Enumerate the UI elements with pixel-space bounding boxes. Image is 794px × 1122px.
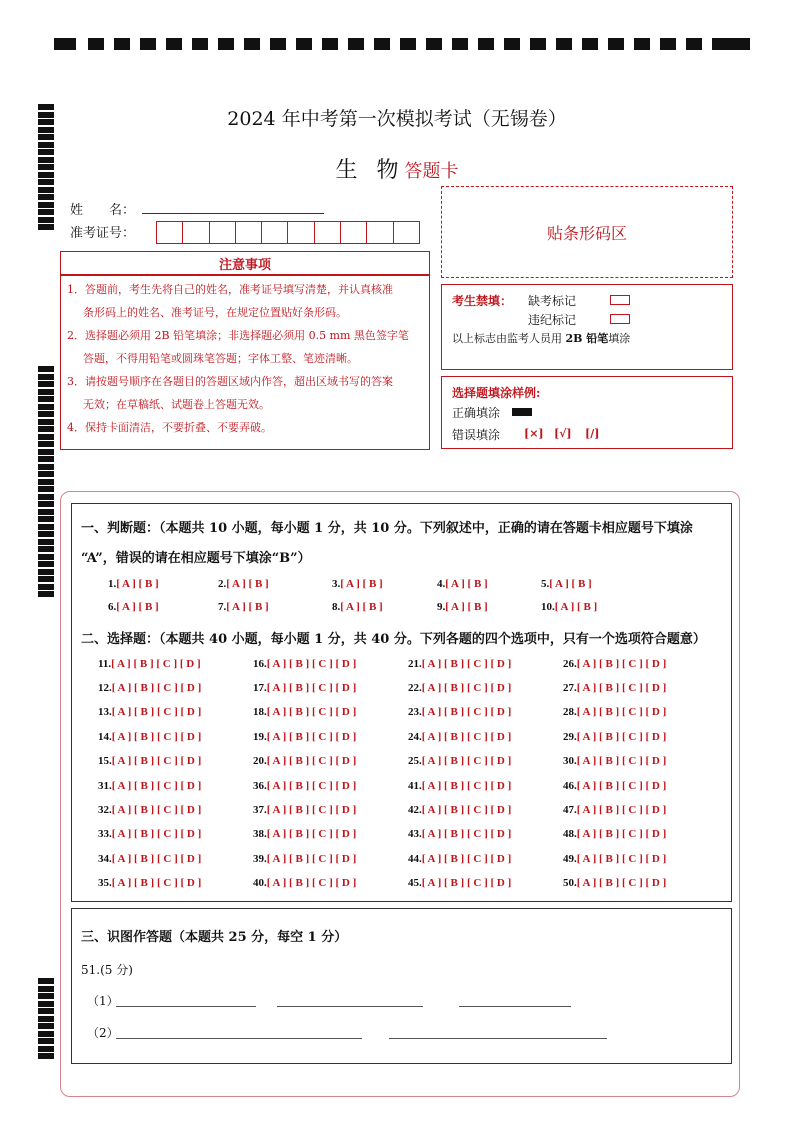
correct-fill-sample — [512, 408, 532, 416]
barcode-area[interactable] — [441, 186, 733, 278]
answer-blank[interactable] — [116, 1038, 362, 1039]
question-number: 2. — [218, 578, 227, 590]
ticket-digit-box[interactable] — [288, 222, 314, 243]
side-timing-mark — [38, 396, 54, 402]
timing-mark — [426, 38, 442, 50]
side-timing-mark — [38, 374, 54, 380]
side-timing-mark — [38, 134, 54, 140]
choice-question[interactable] — [253, 731, 356, 743]
side-timing-mark — [38, 404, 54, 410]
choice-question[interactable] — [563, 804, 666, 816]
side-timing-mark — [38, 1046, 54, 1052]
answer-options[interactable]: [ A ] [ B ] [ C ] [ D ] — [266, 682, 357, 695]
question-number: 36. — [253, 780, 267, 792]
answer-blank[interactable] — [389, 1038, 607, 1039]
question-number: 1. — [108, 578, 117, 590]
judgement-question[interactable] — [541, 601, 597, 613]
answer-options[interactable]: [ A ] [ B ] [ C ] [ D ] — [111, 682, 202, 695]
question-number: 35. — [98, 876, 112, 889]
timing-mark — [296, 38, 312, 50]
answer-options[interactable]: [ A ] [ B ] [ C ] [ D ] — [576, 876, 667, 889]
choice-question[interactable] — [408, 755, 511, 767]
section3-title: 三、识图作答题（本题共 25 分，每空 1 分） — [81, 930, 348, 945]
choice-question[interactable] — [563, 682, 666, 694]
violation-mark-box[interactable] — [610, 314, 630, 324]
answer-options[interactable]: [ A ] [ B ] — [116, 601, 159, 613]
ticket-digit-box[interactable] — [341, 222, 367, 243]
side-timing-mark — [38, 516, 54, 522]
forbidden-box — [441, 284, 733, 370]
notice-item: 答题，不得用铅笔或圆珠笔答题；字体工整、笔迹清晰。 — [83, 352, 358, 365]
notice-item: 4．保持卡面清洁，不要折叠、不要弄破。 — [67, 421, 272, 434]
timing-mark — [166, 38, 182, 50]
question-number: 44. — [408, 852, 422, 865]
question-number: 7. — [218, 601, 227, 613]
question-number: 42. — [408, 804, 422, 817]
top-timing-marks — [54, 38, 750, 50]
question-number: 29. — [563, 730, 577, 743]
timing-mark — [54, 38, 76, 50]
question-number: 18. — [253, 706, 267, 719]
question-number: 14. — [98, 730, 112, 743]
judgement-question[interactable] — [437, 601, 488, 613]
choice-question[interactable] — [253, 658, 356, 670]
answer-options[interactable]: [ A ] [ B ] [ C ] [ D ] — [266, 780, 357, 792]
side-timing-mark — [38, 1008, 54, 1014]
question-number: 31. — [98, 780, 112, 792]
notice-item: 1．答题前，考生先将自己的姓名，准考证号填写清楚，并认真核准 — [67, 283, 393, 296]
question-number: 11. — [98, 658, 112, 670]
question-number: 32. — [98, 804, 112, 817]
subject-name: 生 物 — [335, 158, 405, 183]
timing-mark — [504, 38, 520, 50]
choice-question[interactable] — [563, 853, 666, 865]
choice-question[interactable] — [408, 804, 511, 816]
side-timing-mark — [38, 194, 54, 200]
side-timing-mark — [38, 187, 54, 193]
question-number: 8. — [332, 601, 341, 613]
choice-question[interactable] — [253, 755, 356, 767]
question-number: 34. — [98, 852, 112, 865]
choice-question[interactable] — [563, 658, 666, 670]
side-timing-mark — [38, 456, 54, 462]
answer-options[interactable]: [ A ] [ B ] [ C ] [ D ] — [266, 804, 357, 817]
answer-blank[interactable] — [116, 1006, 256, 1007]
side-timing-mark — [38, 539, 54, 545]
answer-line1-label: （1） — [87, 994, 119, 1008]
judgement-question[interactable] — [437, 578, 488, 590]
side-timing-mark — [38, 217, 54, 223]
side-timing-mark — [38, 524, 54, 530]
question-number: 43. — [408, 828, 422, 841]
answer-options[interactable]: [ A ] [ B ] [ C ] [ D ] — [576, 754, 667, 767]
timing-mark — [478, 38, 494, 50]
question-number: 22. — [408, 682, 422, 695]
question-number: 33. — [98, 828, 112, 841]
sample-title: 选择题填涂样例: — [452, 386, 541, 400]
answer-options[interactable]: [ A ] [ B ] [ C ] [ D ] — [421, 730, 512, 743]
timing-mark — [348, 38, 364, 50]
answer-options[interactable]: [ A ] [ B ] [ C ] [ D ] — [576, 730, 667, 743]
question-number: 41. — [408, 780, 422, 792]
answer-blank[interactable] — [277, 1006, 423, 1007]
question-number: 17. — [253, 682, 267, 695]
correct-label: 正确填涂 — [452, 406, 501, 420]
answer-options[interactable]: [ A ] [ B ] — [554, 601, 598, 613]
notice-item: 2．选择题必须用 2B 铅笔填涂；非选择题必须用 0.5 mm 黑色签字笔 — [67, 329, 409, 342]
side-timing-mark — [38, 426, 54, 432]
answer-options[interactable]: [ A ] [ B ] — [445, 601, 488, 613]
choice-question[interactable] — [563, 731, 666, 743]
answer-options[interactable]: [ A ] [ B ] [ C ] [ D ] — [421, 682, 512, 695]
answer-options[interactable]: [ A ] [ B ] [ C ] [ D ] — [111, 754, 202, 767]
side-timing-mark — [38, 486, 54, 492]
question-number: 4. — [437, 578, 446, 590]
choice-question[interactable] — [408, 706, 511, 718]
ticket-digit-box[interactable] — [157, 222, 183, 243]
answer-options[interactable]: [ A ] [ B ] [ C ] [ D ] — [266, 658, 357, 670]
answer-options[interactable]: [ A ] [ B ] — [226, 601, 269, 613]
judgement-question[interactable] — [218, 578, 269, 590]
question-number: 5. — [541, 578, 550, 590]
ticket-digit-box[interactable] — [367, 222, 393, 243]
choice-question[interactable] — [253, 877, 356, 889]
answer-blank[interactable] — [459, 1006, 571, 1007]
answer-options[interactable]: [ A ] [ B ] [ C ] [ D ] — [111, 658, 201, 670]
wrong-mark-3: [/] — [585, 427, 600, 440]
side-timing-mark — [38, 389, 54, 395]
answer-options[interactable]: [ A ] [ B ] [ C ] [ D ] — [266, 876, 357, 889]
question-number: 46. — [563, 780, 577, 792]
answer-options[interactable]: [ A ] [ B ] — [340, 601, 383, 613]
timing-mark — [530, 38, 546, 50]
side-timing-mark — [38, 986, 54, 992]
answer-options[interactable]: [ A ] [ B ] [ C ] [ D ] — [266, 706, 357, 719]
answer-options[interactable]: [ A ] [ B ] [ C ] [ D ] — [576, 804, 667, 817]
timing-mark — [400, 38, 416, 50]
question-number: 30. — [563, 754, 577, 767]
answer-options[interactable]: [ A ] [ B ] [ C ] [ D ] — [421, 706, 512, 719]
timing-mark — [686, 38, 702, 50]
choice-question[interactable] — [98, 682, 201, 694]
section1-title-line1: 一、判断题：（本题共 10 小题，每小题 1 分，共 10 分。下列叙述中，正确的请在答题卡相应题号下填涂 — [81, 521, 693, 536]
answer-options[interactable]: [ A ] [ B ] [ C ] [ D ] — [421, 876, 512, 889]
answer-options[interactable]: [ A ] [ B ] [ C ] [ D ] — [421, 658, 512, 670]
answer-options[interactable]: [ A ] [ B ] [ C ] [ D ] — [111, 804, 202, 817]
section2-title: 二、选择题：（本题共 40 小题，每小题 1 分，共 40 分。下列各题的四个选项中，只有一个选项符合题意） — [81, 632, 706, 647]
answer-options[interactable]: [ A ] [ B ] [ C ] [ D ] — [421, 780, 512, 792]
choice-question[interactable] — [563, 706, 666, 718]
choice-question[interactable] — [98, 658, 201, 670]
side-timing-mark — [38, 1016, 54, 1022]
forbidden-note-pre: 以上标志由监考人员用 — [452, 332, 566, 345]
card-label: 答题卡 — [404, 161, 459, 182]
side-timing-mark — [38, 569, 54, 575]
answer-options[interactable]: [ A ] [ B ] [ C ] [ D ] — [576, 658, 667, 670]
answer-options[interactable]: [ A ] [ B ] [ C ] [ D ] — [421, 754, 512, 767]
answer-options[interactable]: [ A ] [ B ] [ C ] [ D ] — [266, 754, 357, 767]
answer-options[interactable]: [ A ] [ B ] [ C ] [ D ] — [111, 706, 202, 719]
judgement-question[interactable] — [108, 601, 159, 613]
timing-mark — [114, 38, 130, 50]
judgement-question[interactable] — [541, 578, 592, 590]
answer-options[interactable]: [ A ] [ B ] [ C ] [ D ] — [576, 682, 667, 695]
choice-question[interactable] — [408, 731, 511, 743]
answer-options[interactable]: [ A ] [ B ] — [116, 578, 159, 590]
answer-options[interactable]: [ A ] [ B ] [ C ] [ D ] — [111, 828, 202, 841]
subject-heading — [0, 153, 794, 184]
side-timing-mark — [38, 209, 54, 215]
side-timing-mark — [38, 471, 54, 477]
choice-question[interactable] — [563, 755, 666, 767]
notice-header — [60, 251, 430, 275]
sample-box — [441, 376, 733, 449]
ticket-digit-box[interactable] — [236, 222, 262, 243]
choice-question[interactable] — [563, 828, 666, 840]
ticket-digit-box[interactable] — [210, 222, 236, 243]
notice-title: 注意事项 — [218, 257, 271, 273]
wrong-mark-2: [√] — [554, 427, 572, 440]
question-number: 24. — [408, 730, 422, 743]
question-number: 49. — [563, 852, 577, 865]
timing-mark — [192, 38, 208, 50]
question-number: 3. — [332, 578, 341, 590]
section1-title-line2: “A”，错误的请在相应题号下填涂“B”） — [81, 551, 311, 566]
answer-options[interactable]: [ A ] [ B ] [ C ] [ D ] — [111, 876, 202, 889]
side-timing-mark — [38, 1001, 54, 1007]
timing-mark — [322, 38, 338, 50]
question-number: 25. — [408, 754, 422, 767]
timing-mark — [218, 38, 234, 50]
choice-question[interactable] — [408, 682, 511, 694]
side-timing-mark — [38, 419, 54, 425]
timing-mark — [660, 38, 676, 50]
side-timing-mark — [38, 479, 54, 485]
forbidden-note-bold: 2B 铅笔 — [565, 332, 609, 345]
answer-options[interactable]: [ A ] [ B ] [ C ] [ D ] — [266, 730, 357, 743]
answer-options[interactable]: [ A ] [ B ] [ C ] [ D ] — [111, 730, 202, 743]
exam-title: 2024 年中考第一次模拟考试（无锡卷） — [227, 108, 567, 130]
question-number: 19. — [253, 730, 267, 743]
choice-question[interactable] — [253, 780, 356, 792]
notice-item: 3．请按题号顺序在各题目的答题区域内作答，超出区域书写的答案 — [67, 375, 393, 388]
notice-item: 条形码上的姓名、准考证号，在规定位置贴好条形码。 — [83, 306, 347, 319]
side-timing-mark — [38, 464, 54, 470]
choice-question[interactable] — [408, 780, 511, 792]
side-timing-mark — [38, 501, 54, 507]
timing-mark — [726, 38, 750, 50]
choice-question[interactable] — [408, 658, 511, 670]
timing-mark — [374, 38, 390, 50]
question-number: 16. — [253, 658, 267, 670]
judgement-question[interactable] — [332, 578, 383, 590]
judgement-question[interactable] — [108, 578, 159, 590]
answer-options[interactable]: [ A ] [ B ] — [340, 578, 383, 590]
answer-options[interactable]: [ A ] [ B ] — [226, 578, 269, 590]
answer-options[interactable]: [ A ] [ B ] — [549, 578, 592, 590]
choice-question[interactable] — [253, 853, 356, 865]
question-number: 40. — [253, 876, 267, 889]
side-timing-mark — [38, 202, 54, 208]
ticket-digit-box[interactable] — [183, 222, 209, 243]
side-timing-mark — [38, 494, 54, 500]
question-number: 28. — [563, 706, 577, 719]
choice-question[interactable] — [98, 877, 201, 889]
side-timing-mark — [38, 561, 54, 567]
ticket-number-boxes[interactable] — [156, 221, 420, 244]
side-timing-mark — [38, 554, 54, 560]
question-number: 12. — [98, 682, 112, 695]
timing-mark — [608, 38, 624, 50]
answer-line2-label: （2） — [87, 1026, 119, 1040]
answer-options[interactable]: [ A ] [ B ] [ C ] [ D ] — [576, 852, 667, 865]
side-timing-mark — [38, 142, 54, 148]
side-timing-mark — [38, 509, 54, 515]
side-timing-mark — [38, 546, 54, 552]
question-number: 38. — [253, 828, 267, 841]
choice-question[interactable] — [253, 828, 356, 840]
side-timing-mark — [38, 978, 54, 984]
question-number: 21. — [408, 658, 422, 670]
side-timing-mark — [38, 576, 54, 582]
barcode-label: 贴条形码区 — [546, 223, 627, 243]
choice-question[interactable] — [98, 780, 201, 792]
question-number: 23. — [408, 706, 422, 719]
forbidden-note — [452, 330, 630, 346]
ticket-digit-box[interactable] — [315, 222, 341, 243]
side-timing-mark — [38, 591, 54, 597]
question-number: 47. — [563, 804, 577, 817]
ticket-number-label: 准考证号： — [70, 226, 136, 241]
side-timing-mark — [38, 993, 54, 999]
ticket-digit-box[interactable] — [262, 222, 288, 243]
choice-question[interactable] — [98, 731, 201, 743]
side-timing-mark — [38, 381, 54, 387]
question-51-label: 51.(5 分) — [81, 963, 133, 977]
timing-mark — [88, 38, 104, 50]
question-number: 15. — [98, 754, 112, 767]
question-number: 45. — [408, 876, 422, 889]
answer-options[interactable]: [ A ] [ B ] [ C ] [ D ] — [421, 852, 512, 865]
question-number: 26. — [563, 658, 577, 670]
answer-options[interactable]: [ A ] [ B ] [ C ] [ D ] — [421, 828, 512, 841]
timing-mark — [140, 38, 156, 50]
side-timing-mark — [38, 531, 54, 537]
timing-mark — [556, 38, 572, 50]
choice-question[interactable] — [98, 755, 201, 767]
forbidden-note-post: 填涂 — [608, 332, 631, 345]
choice-question[interactable] — [253, 804, 356, 816]
ticket-digit-box[interactable] — [394, 222, 419, 243]
side-timing-mark — [38, 224, 54, 230]
answer-options[interactable]: [ A ] [ B ] [ C ] [ D ] — [421, 804, 512, 817]
name-label: 姓 名： — [70, 203, 136, 218]
choice-question[interactable] — [563, 780, 666, 792]
side-timing-mark — [38, 1031, 54, 1037]
answer-options[interactable]: [ A ] [ B ] [ C ] [ D ] — [111, 780, 202, 792]
side-timing-mark — [38, 411, 54, 417]
choice-question[interactable] — [563, 877, 666, 889]
side-timing-mark — [38, 441, 54, 447]
answer-options[interactable]: [ A ] [ B ] [ C ] [ D ] — [576, 780, 667, 792]
question-number: 6. — [108, 601, 117, 613]
absent-label: 缺考标记 — [528, 294, 577, 308]
question-number: 50. — [563, 876, 577, 889]
timing-mark — [270, 38, 286, 50]
answer-options[interactable]: [ A ] [ B ] [ C ] [ D ] — [111, 852, 202, 865]
timing-mark — [452, 38, 468, 50]
answer-options[interactable]: [ A ] [ B ] [ C ] [ D ] — [266, 852, 357, 865]
choice-question[interactable] — [98, 804, 201, 816]
absent-mark-box[interactable] — [610, 295, 630, 305]
question-number: 37. — [253, 804, 267, 817]
question-number: 48. — [563, 828, 577, 841]
side-timing-mark — [38, 366, 54, 372]
forbidden-title: 考生禁填： — [452, 294, 513, 308]
choice-question[interactable] — [98, 853, 201, 865]
side-timing-mark — [38, 1023, 54, 1029]
side-timing-mark — [38, 449, 54, 455]
timing-mark — [634, 38, 650, 50]
answer-options[interactable]: [ A ] [ B ] — [445, 578, 488, 590]
side-timing-mark — [38, 1038, 54, 1044]
name-input-line[interactable] — [142, 213, 324, 214]
choice-question[interactable] — [253, 682, 356, 694]
choice-question[interactable] — [408, 853, 511, 865]
notice-item: 无效；在草稿纸、试题卷上答题无效。 — [83, 398, 270, 411]
choice-question[interactable] — [98, 828, 201, 840]
wrong-mark-1: [×] — [524, 427, 544, 440]
answer-options[interactable]: [ A ] [ B ] [ C ] [ D ] — [576, 828, 667, 841]
question-number: 9. — [437, 601, 446, 613]
question-number: 13. — [98, 706, 112, 719]
question-number: 20. — [253, 754, 267, 767]
timing-mark — [582, 38, 598, 50]
answer-options[interactable]: [ A ] [ B ] [ C ] [ D ] — [266, 828, 357, 841]
side-timing-mark — [38, 1053, 54, 1059]
side-timing-mark — [38, 434, 54, 440]
judgement-question[interactable] — [218, 601, 269, 613]
choice-question[interactable] — [408, 877, 511, 889]
violation-label: 违纪标记 — [528, 313, 577, 327]
choice-question[interactable] — [408, 828, 511, 840]
choice-question[interactable] — [253, 706, 356, 718]
judgement-question[interactable] — [332, 601, 383, 613]
question-number: 10. — [541, 601, 555, 613]
notice-box — [60, 275, 430, 450]
wrong-label: 错误填涂 — [452, 428, 501, 442]
timing-mark — [244, 38, 260, 50]
answer-options[interactable]: [ A ] [ B ] [ C ] [ D ] — [576, 706, 667, 719]
side-timing-mark — [38, 584, 54, 590]
choice-question[interactable] — [98, 706, 201, 718]
question-number: 27. — [563, 682, 577, 695]
question-number: 39. — [253, 852, 267, 865]
